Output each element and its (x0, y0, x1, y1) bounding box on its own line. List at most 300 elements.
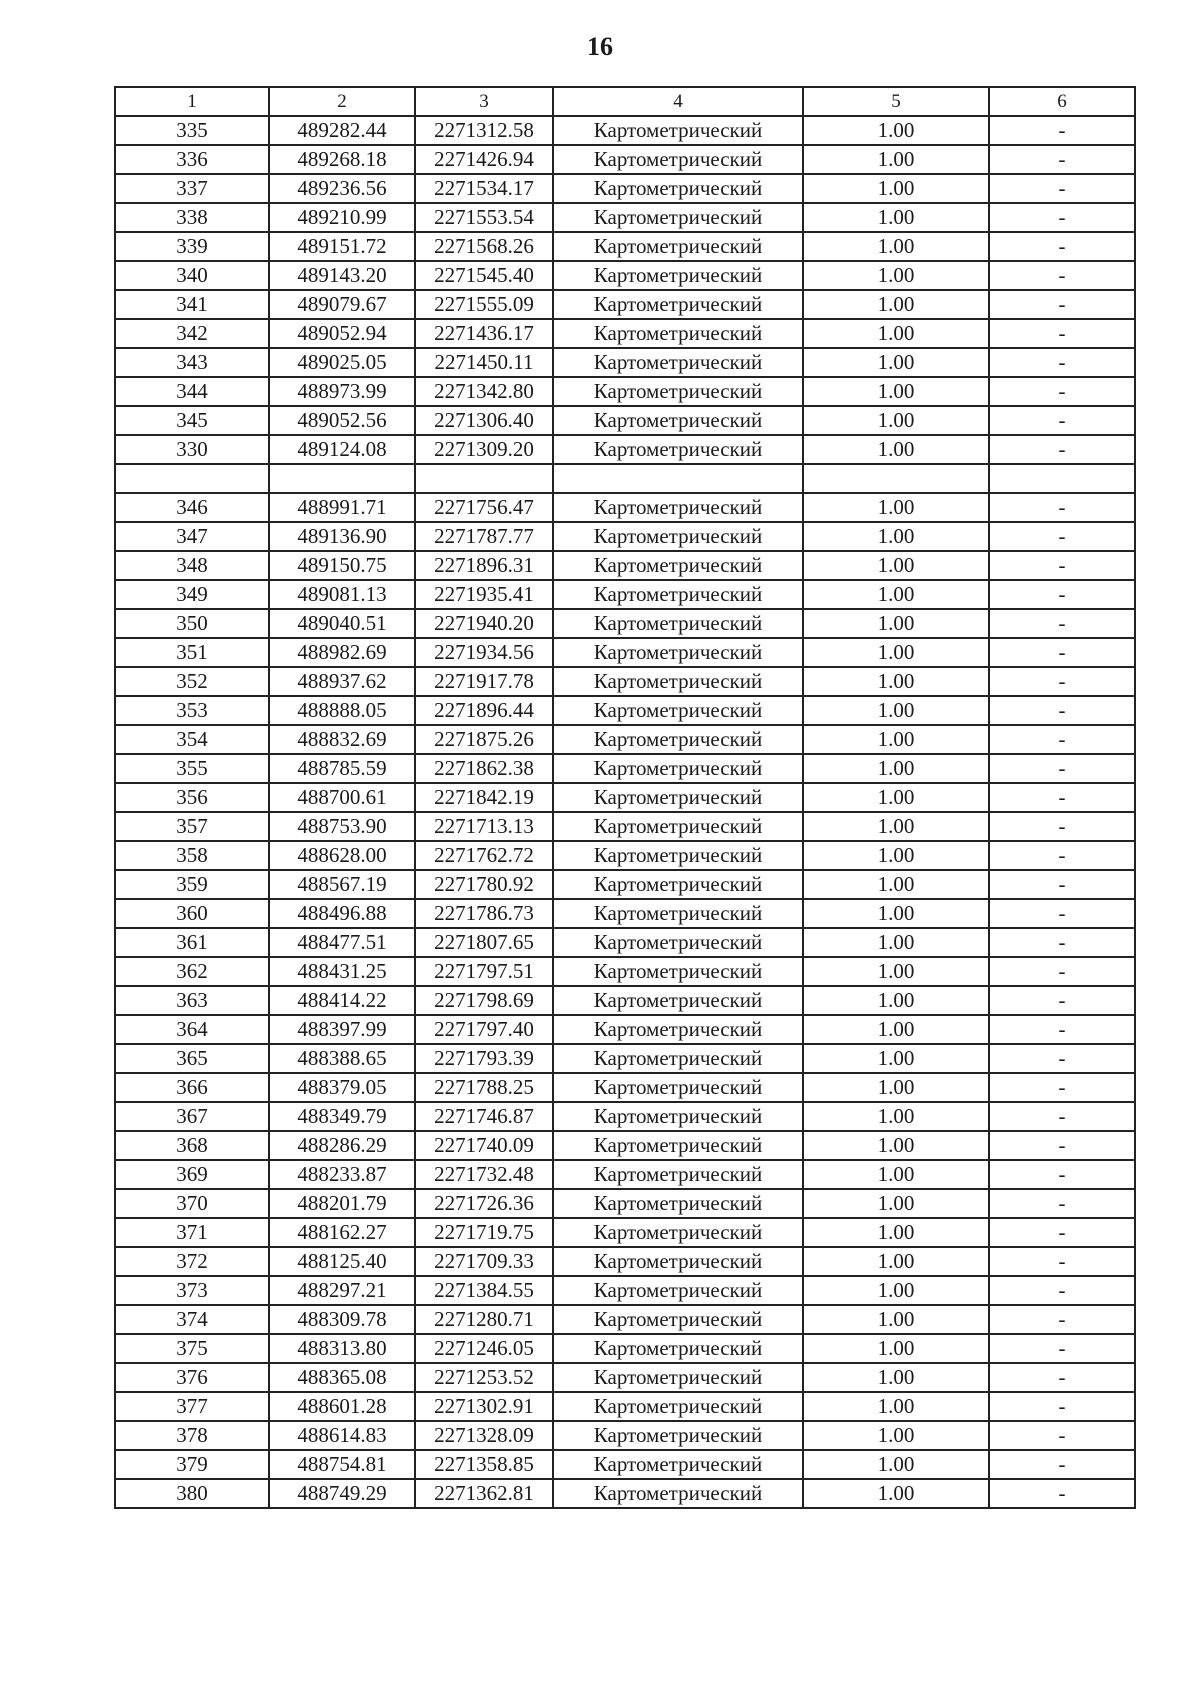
table-row (115, 1218, 1135, 1247)
table-row (115, 493, 1135, 522)
table-cell: 2271553.54 (415, 203, 553, 232)
table-row (115, 1102, 1135, 1131)
table-cell: 1.00 (803, 1421, 989, 1450)
table-cell: 2271732.48 (415, 1160, 553, 1189)
table-cell (803, 464, 989, 493)
table-cell: Картометрический (553, 1305, 803, 1334)
table-cell: 347 (115, 522, 269, 551)
table-row (115, 1334, 1135, 1363)
table-cell: 489052.94 (269, 319, 415, 348)
table-cell: Картометрический (553, 725, 803, 754)
table-cell: 362 (115, 957, 269, 986)
table-cell: Картометрический (553, 1450, 803, 1479)
table-cell: 488365.08 (269, 1363, 415, 1392)
table-cell: 2271787.77 (415, 522, 553, 551)
table-cell: 1.00 (803, 841, 989, 870)
table-cell: 488785.59 (269, 754, 415, 783)
table-cell: - (989, 435, 1135, 464)
table-row (115, 116, 1135, 145)
table-cell: 488162.27 (269, 1218, 415, 1247)
table-cell: 489052.56 (269, 406, 415, 435)
table-row (115, 667, 1135, 696)
table-cell: Картометрический (553, 232, 803, 261)
table-cell: 1.00 (803, 203, 989, 232)
table-header-row (115, 87, 1135, 116)
table-row (115, 754, 1135, 783)
table-cell: 366 (115, 1073, 269, 1102)
table-cell: 2271740.09 (415, 1131, 553, 1160)
table-row (115, 1189, 1135, 1218)
table-row (115, 696, 1135, 725)
table-cell: 336 (115, 145, 269, 174)
table-cell: 2271384.55 (415, 1276, 553, 1305)
table-cell: 2271862.38 (415, 754, 553, 783)
column-header: 5 (803, 87, 989, 116)
table-cell: 1.00 (803, 348, 989, 377)
table-row (115, 783, 1135, 812)
table-cell: 2271788.25 (415, 1073, 553, 1102)
table-cell: Картометрический (553, 348, 803, 377)
table-cell: 1.00 (803, 667, 989, 696)
table-cell: - (989, 522, 1135, 551)
table-cell: 1.00 (803, 1305, 989, 1334)
table-cell: 2271875.26 (415, 725, 553, 754)
table-cell: Картометрический (553, 1276, 803, 1305)
table-cell: 2271450.11 (415, 348, 553, 377)
table-cell: 1.00 (803, 1276, 989, 1305)
table-cell: - (989, 1160, 1135, 1189)
table-row (115, 1276, 1135, 1305)
table-cell: 359 (115, 870, 269, 899)
table-cell: 2271762.72 (415, 841, 553, 870)
table-row (115, 957, 1135, 986)
table-cell: 1.00 (803, 1334, 989, 1363)
table-row (115, 928, 1135, 957)
table-cell: Картометрический (553, 1189, 803, 1218)
table-cell: - (989, 203, 1135, 232)
table-row (115, 1015, 1135, 1044)
table-cell: 2271896.31 (415, 551, 553, 580)
table-row (115, 1305, 1135, 1334)
table-cell: 1.00 (803, 1189, 989, 1218)
table-cell: 354 (115, 725, 269, 754)
table-cell: Картометрический (553, 522, 803, 551)
table-cell: 1.00 (803, 957, 989, 986)
table-cell: Картометрический (553, 812, 803, 841)
table-cell: 488937.62 (269, 667, 415, 696)
table-cell: - (989, 319, 1135, 348)
table-cell: 1.00 (803, 1363, 989, 1392)
table-cell: - (989, 116, 1135, 145)
table-cell: 2271309.20 (415, 435, 553, 464)
table-cell: 488414.22 (269, 986, 415, 1015)
table-cell: 348 (115, 551, 269, 580)
table-cell: 488991.71 (269, 493, 415, 522)
table-cell: 338 (115, 203, 269, 232)
table-cell: Картометрический (553, 319, 803, 348)
table-cell: Картометрический (553, 986, 803, 1015)
table-cell: - (989, 580, 1135, 609)
table-cell: 2271940.20 (415, 609, 553, 638)
table-cell: Картометрический (553, 261, 803, 290)
table-cell: 376 (115, 1363, 269, 1392)
table-cell: 2271568.26 (415, 232, 553, 261)
table-cell: 352 (115, 667, 269, 696)
table-cell: 1.00 (803, 493, 989, 522)
table-cell: 360 (115, 899, 269, 928)
table-cell: 353 (115, 696, 269, 725)
table-cell: 1.00 (803, 899, 989, 928)
table-cell: - (989, 841, 1135, 870)
column-header: 1 (115, 87, 269, 116)
table-cell: Картометрический (553, 1392, 803, 1421)
table-cell: - (989, 696, 1135, 725)
table-cell: 2271786.73 (415, 899, 553, 928)
table-cell: 2271797.40 (415, 1015, 553, 1044)
table-cell: 2271280.71 (415, 1305, 553, 1334)
table-cell: 365 (115, 1044, 269, 1073)
table-cell: Картометрический (553, 493, 803, 522)
table-cell: Картометрический (553, 1015, 803, 1044)
table-cell: - (989, 1015, 1135, 1044)
table-cell: Картометрический (553, 870, 803, 899)
table-cell: - (989, 1189, 1135, 1218)
column-header: 2 (269, 87, 415, 116)
table-cell: 1.00 (803, 986, 989, 1015)
column-header: 3 (415, 87, 553, 116)
table-cell: 488309.78 (269, 1305, 415, 1334)
table-cell: 2271719.75 (415, 1218, 553, 1247)
table-row (115, 232, 1135, 261)
table-cell: 1.00 (803, 812, 989, 841)
table-cell: 1.00 (803, 1015, 989, 1044)
table-cell: - (989, 1102, 1135, 1131)
table-cell: 488628.00 (269, 841, 415, 870)
table-cell: 488753.90 (269, 812, 415, 841)
table-cell: 1.00 (803, 522, 989, 551)
table-row (115, 1450, 1135, 1479)
table-cell: 350 (115, 609, 269, 638)
table-cell: 488388.65 (269, 1044, 415, 1073)
table-cell: 489079.67 (269, 290, 415, 319)
table-cell: 343 (115, 348, 269, 377)
table-row (115, 1392, 1135, 1421)
table-cell: 1.00 (803, 870, 989, 899)
table-cell: - (989, 551, 1135, 580)
table-cell: - (989, 1450, 1135, 1479)
table-cell: 2271358.85 (415, 1450, 553, 1479)
table-cell: 489236.56 (269, 174, 415, 203)
table-cell: - (989, 348, 1135, 377)
table-cell: 488601.28 (269, 1392, 415, 1421)
table-cell: Картометрический (553, 1160, 803, 1189)
table-row (115, 1363, 1135, 1392)
table-cell: Картометрический (553, 928, 803, 957)
table-cell: 2271426.94 (415, 145, 553, 174)
table-cell: - (989, 1334, 1135, 1363)
table-cell: 489136.90 (269, 522, 415, 551)
table-cell: 2271934.56 (415, 638, 553, 667)
table-cell: - (989, 1392, 1135, 1421)
table-row (115, 1160, 1135, 1189)
table-row (115, 580, 1135, 609)
table-cell: 2271713.13 (415, 812, 553, 841)
table-cell: 2271342.80 (415, 377, 553, 406)
table-cell: 1.00 (803, 232, 989, 261)
table-cell: 1.00 (803, 754, 989, 783)
table-cell: 2271709.33 (415, 1247, 553, 1276)
table-cell: 375 (115, 1334, 269, 1363)
table-cell: - (989, 232, 1135, 261)
table-cell: 488233.87 (269, 1160, 415, 1189)
table-cell: 2271756.47 (415, 493, 553, 522)
table-cell (269, 464, 415, 493)
table-cell: 330 (115, 435, 269, 464)
table-cell: - (989, 377, 1135, 406)
table-cell: 337 (115, 174, 269, 203)
table-row (115, 986, 1135, 1015)
table-cell: - (989, 899, 1135, 928)
table-cell: 349 (115, 580, 269, 609)
table-cell: - (989, 1247, 1135, 1276)
table-cell: Картометрический (553, 290, 803, 319)
table-cell: Картометрический (553, 696, 803, 725)
table-cell: 2271797.51 (415, 957, 553, 986)
table-cell: Картометрический (553, 1421, 803, 1450)
table-cell: 2271842.19 (415, 783, 553, 812)
table-cell: - (989, 667, 1135, 696)
table-cell: 1.00 (803, 928, 989, 957)
table-cell: 2271534.17 (415, 174, 553, 203)
table-cell: 346 (115, 493, 269, 522)
table-cell: 1.00 (803, 1131, 989, 1160)
table-cell: Картометрический (553, 580, 803, 609)
table-cell: 2271807.65 (415, 928, 553, 957)
table-row (115, 145, 1135, 174)
table-cell: 2271917.78 (415, 667, 553, 696)
table-cell: 489150.75 (269, 551, 415, 580)
table-cell: 488297.21 (269, 1276, 415, 1305)
table-cell: - (989, 1131, 1135, 1160)
table-cell: 2271798.69 (415, 986, 553, 1015)
table-cell: 489143.20 (269, 261, 415, 290)
table-row (115, 841, 1135, 870)
table-cell: 369 (115, 1160, 269, 1189)
table-cell: - (989, 1363, 1135, 1392)
table-row (115, 1247, 1135, 1276)
table-cell: 1.00 (803, 725, 989, 754)
table-cell: 2271312.58 (415, 116, 553, 145)
table-cell: 378 (115, 1421, 269, 1450)
table-row (115, 1479, 1135, 1508)
table-cell: 1.00 (803, 638, 989, 667)
table-cell: - (989, 638, 1135, 667)
table-cell: - (989, 928, 1135, 957)
table-cell: - (989, 1421, 1135, 1450)
table-row (115, 899, 1135, 928)
table-row (115, 1073, 1135, 1102)
table-cell: - (989, 1218, 1135, 1247)
table-cell: Картометрический (553, 957, 803, 986)
table-cell: 488567.19 (269, 870, 415, 899)
table-cell: 488749.29 (269, 1479, 415, 1508)
table-row (115, 551, 1135, 580)
table-cell: 374 (115, 1305, 269, 1334)
table-cell: Картометрический (553, 1044, 803, 1073)
table-cell: - (989, 957, 1135, 986)
table-cell: 335 (115, 116, 269, 145)
table-cell: - (989, 986, 1135, 1015)
table-cell: 1.00 (803, 580, 989, 609)
table-cell: - (989, 1073, 1135, 1102)
table-cell: - (989, 783, 1135, 812)
table-cell: 372 (115, 1247, 269, 1276)
table-row (115, 522, 1135, 551)
table-row (115, 203, 1135, 232)
table-cell: - (989, 1305, 1135, 1334)
table-cell: 488700.61 (269, 783, 415, 812)
table-cell: - (989, 812, 1135, 841)
table-row (115, 406, 1135, 435)
table-cell: 488614.83 (269, 1421, 415, 1450)
table-cell (553, 464, 803, 493)
table-cell: 1.00 (803, 696, 989, 725)
table-cell: 488286.29 (269, 1131, 415, 1160)
table-row (115, 377, 1135, 406)
table-cell: - (989, 261, 1135, 290)
table-cell: 488754.81 (269, 1450, 415, 1479)
table-cell: 2271436.17 (415, 319, 553, 348)
table-cell: 489040.51 (269, 609, 415, 638)
table-cell: 1.00 (803, 261, 989, 290)
table-cell: Картометрический (553, 377, 803, 406)
table-body (115, 116, 1135, 1508)
table-cell: 345 (115, 406, 269, 435)
table-cell: Картометрический (553, 1073, 803, 1102)
table-cell: Картометрический (553, 1131, 803, 1160)
table-row (115, 812, 1135, 841)
table-cell: 2271935.41 (415, 580, 553, 609)
table-cell: 1.00 (803, 290, 989, 319)
page-number: 16 (587, 32, 613, 61)
table-cell: 488349.79 (269, 1102, 415, 1131)
table-cell: Картометрический (553, 116, 803, 145)
table-cell: Картометрический (553, 435, 803, 464)
table-cell: 1.00 (803, 1479, 989, 1508)
table-cell: 373 (115, 1276, 269, 1305)
table-cell: 1.00 (803, 1102, 989, 1131)
table-cell: Картометрический (553, 174, 803, 203)
coordinates-table (114, 86, 1136, 1509)
table-cell: 2271545.40 (415, 261, 553, 290)
table-cell: 2271555.09 (415, 290, 553, 319)
table-row (115, 638, 1135, 667)
table-cell: Картометрический (553, 1363, 803, 1392)
table-cell: 377 (115, 1392, 269, 1421)
table-cell: 489210.99 (269, 203, 415, 232)
table-cell: 1.00 (803, 1073, 989, 1102)
table-cell: 488973.99 (269, 377, 415, 406)
table-cell: 1.00 (803, 551, 989, 580)
column-header: 4 (553, 87, 803, 116)
table-cell: 340 (115, 261, 269, 290)
table-cell: 2271746.87 (415, 1102, 553, 1131)
table-cell: 2271780.92 (415, 870, 553, 899)
table-cell (989, 464, 1135, 493)
table-cell: 489282.44 (269, 116, 415, 145)
table-cell: 1.00 (803, 1218, 989, 1247)
table-cell: 2271362.81 (415, 1479, 553, 1508)
table-cell: - (989, 1044, 1135, 1073)
table-row (115, 725, 1135, 754)
table-cell: Картометрический (553, 638, 803, 667)
table-cell: 1.00 (803, 1450, 989, 1479)
table-cell: 488982.69 (269, 638, 415, 667)
table-cell: 1.00 (803, 1392, 989, 1421)
table-cell: 488431.25 (269, 957, 415, 986)
table-cell: 1.00 (803, 116, 989, 145)
table-cell: - (989, 725, 1135, 754)
table-cell: Картометрический (553, 1247, 803, 1276)
table-cell: 370 (115, 1189, 269, 1218)
table-cell: 351 (115, 638, 269, 667)
table-cell: - (989, 1479, 1135, 1508)
table-cell: 356 (115, 783, 269, 812)
table-cell (115, 464, 269, 493)
table-cell: 2271246.05 (415, 1334, 553, 1363)
table-row (115, 435, 1135, 464)
table-cell: 1.00 (803, 609, 989, 638)
table-cell: Картометрический (553, 783, 803, 812)
table-cell: - (989, 609, 1135, 638)
table-cell: 488832.69 (269, 725, 415, 754)
table-cell: 1.00 (803, 1247, 989, 1276)
table-cell: 488313.80 (269, 1334, 415, 1363)
table-cell: 2271726.36 (415, 1189, 553, 1218)
table-cell: 488379.05 (269, 1073, 415, 1102)
table-cell (415, 464, 553, 493)
table-row (115, 261, 1135, 290)
table-cell: 489268.18 (269, 145, 415, 174)
table-cell: Картометрический (553, 754, 803, 783)
table-cell: 2271306.40 (415, 406, 553, 435)
table-cell: 358 (115, 841, 269, 870)
table-cell: 2271328.09 (415, 1421, 553, 1450)
table-cell: 363 (115, 986, 269, 1015)
table-cell: 1.00 (803, 1160, 989, 1189)
table-cell: 339 (115, 232, 269, 261)
table-row (115, 1131, 1135, 1160)
table-cell: 1.00 (803, 1044, 989, 1073)
table-cell: 1.00 (803, 174, 989, 203)
table-cell: Картометрический (553, 1102, 803, 1131)
table-cell: - (989, 1276, 1135, 1305)
table-cell: 2271793.39 (415, 1044, 553, 1073)
table-cell: Картометрический (553, 1218, 803, 1247)
table-cell: 2271302.91 (415, 1392, 553, 1421)
table-row (115, 174, 1135, 203)
column-header: 6 (989, 87, 1135, 116)
table-row (115, 870, 1135, 899)
table-cell: Картометрический (553, 1334, 803, 1363)
table-cell: 488888.05 (269, 696, 415, 725)
table-cell: 344 (115, 377, 269, 406)
table-cell: 489081.13 (269, 580, 415, 609)
table-cell: 1.00 (803, 406, 989, 435)
table-cell: 364 (115, 1015, 269, 1044)
table-cell: 361 (115, 928, 269, 957)
table-cell: Картометрический (553, 1479, 803, 1508)
